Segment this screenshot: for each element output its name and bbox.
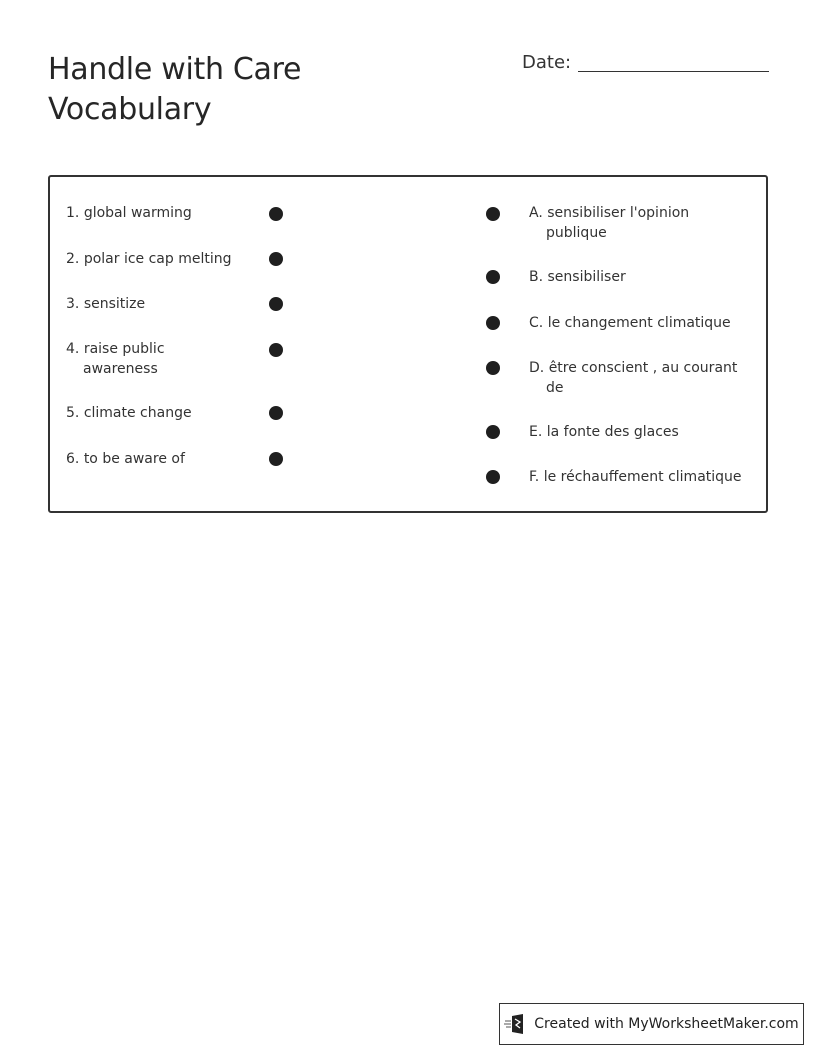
term-item-4: 4. raise public awareness xyxy=(66,341,165,377)
worksheet-logo-icon xyxy=(504,1013,528,1035)
date-blank-line[interactable] xyxy=(578,71,769,72)
title-line-2: Vocabulary xyxy=(48,92,212,127)
definition-dot-e[interactable] xyxy=(486,425,500,439)
created-with-badge[interactable] xyxy=(499,1003,804,1045)
term-dot-5[interactable] xyxy=(269,406,283,420)
term-dot-3[interactable] xyxy=(269,297,283,311)
date-label: Date: xyxy=(522,52,572,73)
definition-dot-c[interactable] xyxy=(486,316,500,330)
term-item-5: 5. climate change xyxy=(66,405,192,421)
definition-item-d: D. être conscient , au courant de xyxy=(529,360,738,396)
title-line-1: Handle with Care xyxy=(48,52,302,87)
term-item-2: 2. polar ice cap melting xyxy=(66,251,232,267)
term-item-1: 1. global warming xyxy=(66,205,192,221)
definition-item-c: C. le changement climatique xyxy=(529,315,731,331)
definition-item-e: E. la fonte des glaces xyxy=(529,424,679,440)
definition-dot-f[interactable] xyxy=(486,470,500,484)
matching-box xyxy=(48,175,768,513)
worksheet-title xyxy=(48,50,301,130)
term-dot-1[interactable] xyxy=(269,207,283,221)
term-item-6: 6. to be aware of xyxy=(66,451,185,467)
term-dot-6[interactable] xyxy=(269,452,283,466)
created-with-text: Created with MyWorksheetMaker.com xyxy=(534,1016,799,1032)
term-dot-2[interactable] xyxy=(269,252,283,266)
definition-dot-b[interactable] xyxy=(486,270,500,284)
term-item-3: 3. sensitize xyxy=(66,296,146,312)
definition-dot-a[interactable] xyxy=(486,207,500,221)
definition-item-f: F. le réchauffement climatique xyxy=(529,469,742,485)
term-dot-4[interactable] xyxy=(269,343,283,357)
definition-dot-d[interactable] xyxy=(486,361,500,375)
definition-item-b: B. sensibiliser xyxy=(529,269,626,285)
date-field xyxy=(522,52,769,73)
definition-item-a: A. sensibiliser l'opinion publique xyxy=(529,205,690,241)
